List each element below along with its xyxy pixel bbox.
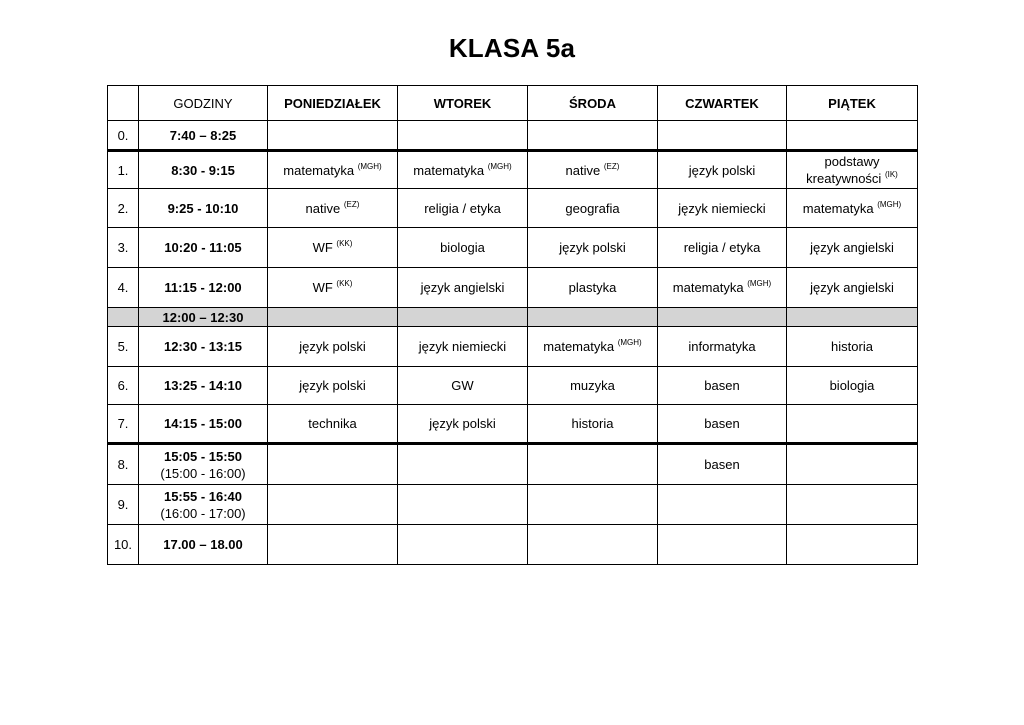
subject-cell bbox=[268, 444, 398, 485]
subject-cell bbox=[268, 151, 398, 189]
subject-cell bbox=[658, 444, 787, 485]
subject-cell bbox=[398, 228, 528, 268]
subject-name: religia / etyka bbox=[683, 240, 761, 255]
subject-cell bbox=[528, 327, 658, 367]
teacher-initials: (IK) bbox=[884, 170, 898, 179]
subject-cell bbox=[268, 121, 398, 151]
subject-cell bbox=[658, 367, 787, 405]
subject-name: technika bbox=[308, 416, 357, 431]
lesson-time-main: 15:05 - 15:50 bbox=[163, 448, 243, 464]
lesson-row bbox=[108, 189, 918, 228]
subject-cell bbox=[528, 308, 658, 327]
subject-cell bbox=[398, 308, 528, 327]
subject-name: native bbox=[565, 162, 601, 178]
subject-cell bbox=[787, 444, 918, 485]
subject-cell bbox=[528, 405, 658, 444]
header-day-poniedzialek: PONIEDZIAŁEK bbox=[268, 86, 398, 121]
lesson-number: 0. bbox=[108, 121, 139, 151]
subject-name: native bbox=[305, 200, 341, 216]
subject-name: język angielski bbox=[420, 280, 505, 295]
subject-name: historia bbox=[571, 416, 614, 431]
teacher-initials: (EZ) bbox=[343, 199, 360, 209]
header-day-czwartek: CZWARTEK bbox=[658, 86, 787, 121]
lesson-row bbox=[108, 367, 918, 405]
subject-cell bbox=[268, 308, 398, 327]
header-day-sroda: ŚRODA bbox=[528, 86, 658, 121]
subject-name: GW bbox=[451, 378, 474, 393]
subject-name: język polski bbox=[299, 339, 366, 354]
subject-cell bbox=[787, 308, 918, 327]
subject-cell bbox=[658, 308, 787, 327]
lesson-time bbox=[139, 485, 268, 525]
teacher-initials: (KK) bbox=[336, 239, 353, 248]
lesson-number bbox=[108, 308, 139, 327]
subject-cell bbox=[787, 405, 918, 444]
teacher-initials: (MGH) bbox=[877, 199, 902, 209]
header-day-wtorek: WTOREK bbox=[398, 86, 528, 121]
subject-cell bbox=[528, 121, 658, 151]
subject-cell bbox=[658, 268, 787, 308]
subject-name: matematyka bbox=[672, 280, 744, 295]
subject-name: matematyka bbox=[413, 162, 485, 178]
subject-name: WF bbox=[312, 240, 333, 255]
subject-name: matematyka bbox=[802, 200, 874, 216]
teacher-initials: (MGH) bbox=[357, 161, 382, 171]
subject-name: język angielski bbox=[810, 240, 894, 255]
subject-name: język polski bbox=[559, 240, 626, 255]
subject-name: muzyka bbox=[570, 378, 615, 393]
subject-cell bbox=[398, 189, 528, 228]
lesson-number: 5. bbox=[108, 327, 139, 367]
subject-cell bbox=[268, 405, 398, 444]
subject-cell bbox=[787, 228, 918, 268]
subject-cell bbox=[787, 151, 918, 189]
lesson-row bbox=[108, 485, 918, 525]
lesson-time: 17.00 – 18.00 bbox=[139, 525, 268, 565]
subject-cell bbox=[787, 121, 918, 151]
break-row bbox=[108, 308, 918, 327]
lesson-number: 2. bbox=[108, 189, 139, 228]
subject-cell bbox=[528, 525, 658, 565]
teacher-initials: (MGH) bbox=[617, 338, 642, 347]
subject-cell bbox=[658, 228, 787, 268]
subject-name: język angielski bbox=[810, 280, 894, 295]
subject-name: matematyka bbox=[543, 339, 615, 354]
lesson-row bbox=[108, 327, 918, 367]
subject-cell bbox=[658, 405, 787, 444]
lesson-number: 8. bbox=[108, 444, 139, 485]
lesson-time: 12:30 - 13:15 bbox=[139, 327, 268, 367]
subject-cell bbox=[787, 485, 918, 525]
subject-cell bbox=[528, 189, 658, 228]
subject-cell bbox=[268, 327, 398, 367]
subject-name: basen bbox=[704, 416, 740, 431]
lesson-time bbox=[139, 444, 268, 485]
subject-cell bbox=[528, 228, 658, 268]
header-num-cell bbox=[108, 86, 139, 121]
subject-cell bbox=[268, 525, 398, 565]
lesson-number: 10. bbox=[108, 525, 139, 565]
subject-name: geografia bbox=[565, 200, 620, 216]
subject-cell bbox=[398, 405, 528, 444]
subject-cell bbox=[398, 151, 528, 189]
header-row bbox=[108, 86, 918, 121]
subject-name: język niemiecki bbox=[418, 339, 507, 354]
lesson-time-alt: (16:00 - 17:00) bbox=[160, 505, 246, 521]
lesson-row bbox=[108, 268, 918, 308]
subject-name: historia bbox=[831, 339, 873, 354]
lesson-time-alt: (15:00 - 16:00) bbox=[160, 465, 246, 481]
subject-name: religia / etyka bbox=[424, 200, 501, 216]
lesson-number: 1. bbox=[108, 151, 139, 189]
subject-name: język polski bbox=[429, 416, 496, 431]
subject-cell bbox=[268, 189, 398, 228]
subject-cell bbox=[398, 367, 528, 405]
subject-cell bbox=[528, 367, 658, 405]
lesson-number: 3. bbox=[108, 228, 139, 268]
subject-cell bbox=[398, 485, 528, 525]
lesson-number: 7. bbox=[108, 405, 139, 444]
subject-cell bbox=[658, 525, 787, 565]
header-day-piatek: PIĄTEK bbox=[787, 86, 918, 121]
subject-name: język niemiecki bbox=[678, 200, 766, 216]
subject-name: język polski bbox=[299, 378, 366, 393]
lesson-row bbox=[108, 405, 918, 444]
header-godziny: GODZINY bbox=[139, 86, 268, 121]
subject-cell bbox=[398, 444, 528, 485]
subject-cell bbox=[528, 444, 658, 485]
teacher-initials: (MGH) bbox=[487, 161, 512, 171]
subject-cell bbox=[268, 228, 398, 268]
subject-cell bbox=[268, 485, 398, 525]
lesson-row bbox=[108, 525, 918, 565]
lesson-number: 6. bbox=[108, 367, 139, 405]
subject-name: biologia bbox=[829, 378, 875, 393]
subject-cell bbox=[787, 268, 918, 308]
subject-name: matematyka bbox=[283, 162, 355, 178]
subject-cell bbox=[787, 525, 918, 565]
subject-cell bbox=[658, 485, 787, 525]
timetable bbox=[107, 85, 918, 565]
subject-cell bbox=[658, 327, 787, 367]
subject-name: basen bbox=[704, 378, 740, 393]
subject-cell bbox=[528, 268, 658, 308]
subject-cell bbox=[658, 121, 787, 151]
teacher-initials: (EZ) bbox=[603, 161, 620, 171]
lesson-time: 13:25 - 14:10 bbox=[139, 367, 268, 405]
lesson-time: 8:30 - 9:15 bbox=[139, 151, 268, 189]
lesson-row bbox=[108, 444, 918, 485]
subject-name: podstawy kreatywności bbox=[806, 154, 882, 186]
subject-cell bbox=[398, 327, 528, 367]
subject-name: biologia bbox=[440, 240, 485, 255]
lesson-number: 9. bbox=[108, 485, 139, 525]
subject-cell bbox=[398, 525, 528, 565]
subject-cell bbox=[268, 367, 398, 405]
subject-cell bbox=[658, 151, 787, 189]
page-title: KLASA 5a bbox=[448, 33, 576, 63]
lesson-row bbox=[108, 151, 918, 189]
lesson-number: 4. bbox=[108, 268, 139, 308]
lesson-time: 10:20 - 11:05 bbox=[139, 228, 268, 268]
subject-cell bbox=[268, 268, 398, 308]
lesson-row bbox=[108, 228, 918, 268]
subject-cell bbox=[787, 327, 918, 367]
subject-name: basen bbox=[704, 457, 740, 472]
subject-cell bbox=[787, 189, 918, 228]
subject-cell bbox=[658, 189, 787, 228]
lesson-row bbox=[108, 121, 918, 151]
lesson-time: 12:00 – 12:30 bbox=[139, 308, 268, 327]
lesson-time-main: 15:55 - 16:40 bbox=[163, 488, 243, 504]
teacher-initials: (MGH) bbox=[747, 279, 772, 288]
subject-name: plastyka bbox=[568, 280, 617, 295]
subject-cell bbox=[398, 121, 528, 151]
subject-cell bbox=[787, 367, 918, 405]
lesson-time: 14:15 - 15:00 bbox=[139, 405, 268, 444]
subject-cell bbox=[528, 485, 658, 525]
subject-name: informatyka bbox=[688, 339, 756, 354]
subject-cell bbox=[398, 268, 528, 308]
subject-name: język polski bbox=[688, 162, 756, 178]
subject-cell bbox=[528, 151, 658, 189]
teacher-initials: (KK) bbox=[336, 279, 353, 288]
lesson-time: 9:25 - 10:10 bbox=[139, 189, 268, 228]
lesson-time: 7:40 – 8:25 bbox=[139, 121, 268, 151]
subject-name: WF bbox=[312, 280, 333, 295]
lesson-time: 11:15 - 12:00 bbox=[139, 268, 268, 308]
